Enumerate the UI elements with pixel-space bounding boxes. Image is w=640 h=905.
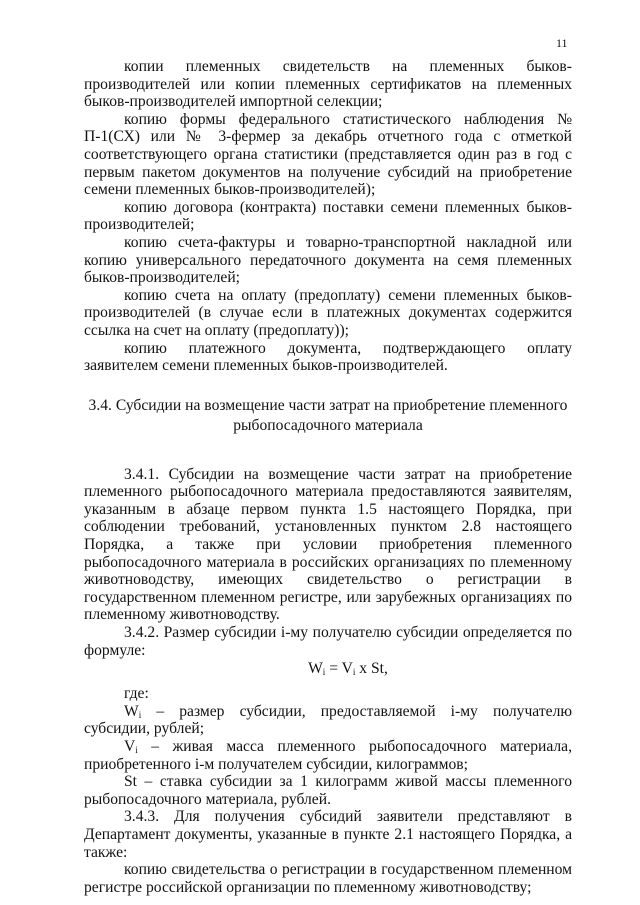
paragraph-3-4-2: 3.4.2. Размер субсидии i-му получателю субсидии определяется по формуле: [84, 624, 572, 659]
paragraph-invoice: копию счета-фактуры и товарно-транспортной накладной или копию универсального передаточного документа на семя племенных быков-производителей; [84, 233, 572, 287]
paragraph-payment-bill: копию счета на оплату (предоплату) семени племенных быков-производителей (в случае если в платежных документах содержится ссылка на счет на оплату (предоплату)); [84, 286, 572, 339]
definition-v-symbol: V [124, 738, 136, 755]
definition-v-text: – живая масса племенного рыбопосадочного материала, приобретенного i-м получателем субсидии, килограммов; [84, 738, 572, 773]
definition-st: St – ставка субсидии за 1 килограмм живой массы племенного рыбопосадочного материала, рублей. [84, 773, 572, 808]
paragraph-breeding-certificates: копии племенных свидетельств на племенных быков-производителей или копии племенных сертификатов на племенных быков-производителей импортной селекции; [84, 58, 572, 111]
definition-v [84, 738, 572, 773]
document-body [84, 58, 572, 896]
paragraph-payment-document: копию платежного документа, подтверждающего оплату заявителем семени племенных быков-производителей. [84, 339, 572, 375]
formula-equals: = [325, 660, 342, 678]
formula-v-index: i [352, 667, 356, 678]
subsidy-formula [84, 659, 572, 679]
paragraph-3-4-1: 3.4.1. Субсидии на возмещение части затрат на приобретение племенного рыбопосадочного материала предоставляются заявителям, указанным в абзаце первом пункта 1.5 настоящего Порядка, при соблюдении требований, установленных пунктом 2.8 настоящего Порядка, а также при условии приобретения племенного рыбопосадочного материала в российских организациях по племенному животноводству, имеющих свидетельство о регистрации в государственном племенном регистре, или зарубежных организациях по племенному животноводству. [84, 465, 572, 624]
section-heading: 3.4. Субсидии на возмещение части затрат на приобретение племенного рыбопосадочного материала [88, 396, 568, 434]
formula-v: V [341, 660, 353, 678]
paragraph-registration-certificate: копию свидетельства о регистрации в государственном племенном регистре российской организации по племенному животноводству; [84, 861, 572, 896]
page-number: 11 [556, 36, 568, 50]
paragraph-statistical-form: копию формы федерального статистического наблюдения № П-1(СХ) или № 3-фермер за декабрь отчетного года с отметкой соответствующего органа статистики (представляется один раз в год с первым пакетом документов на получение субсидий на приобретение семени племенных быков-производителей); [84, 110, 572, 199]
definition-w [84, 703, 572, 738]
definition-w-text: – размер субсидии, предоставляемой i-му получателю субсидии, рублей; [84, 702, 572, 738]
formula-w: W [308, 660, 323, 678]
definition-w-symbol: W [124, 702, 139, 720]
definition-w-index: i [138, 709, 142, 720]
paragraph-3-4-3: 3.4.3. Для получения субсидий заявители представляют в Департамент документы, указанные в пункте 2.1 настоящего Порядка, а также: [84, 808, 572, 861]
paragraph-supply-contract: копию договора (контракта) поставки семени племенных быков-производителей; [84, 198, 572, 234]
definition-v-index: i [135, 745, 138, 755]
where-label: где: [124, 685, 149, 703]
formula-rest: x St, [355, 660, 388, 678]
formula-w-index: i [322, 667, 326, 678]
